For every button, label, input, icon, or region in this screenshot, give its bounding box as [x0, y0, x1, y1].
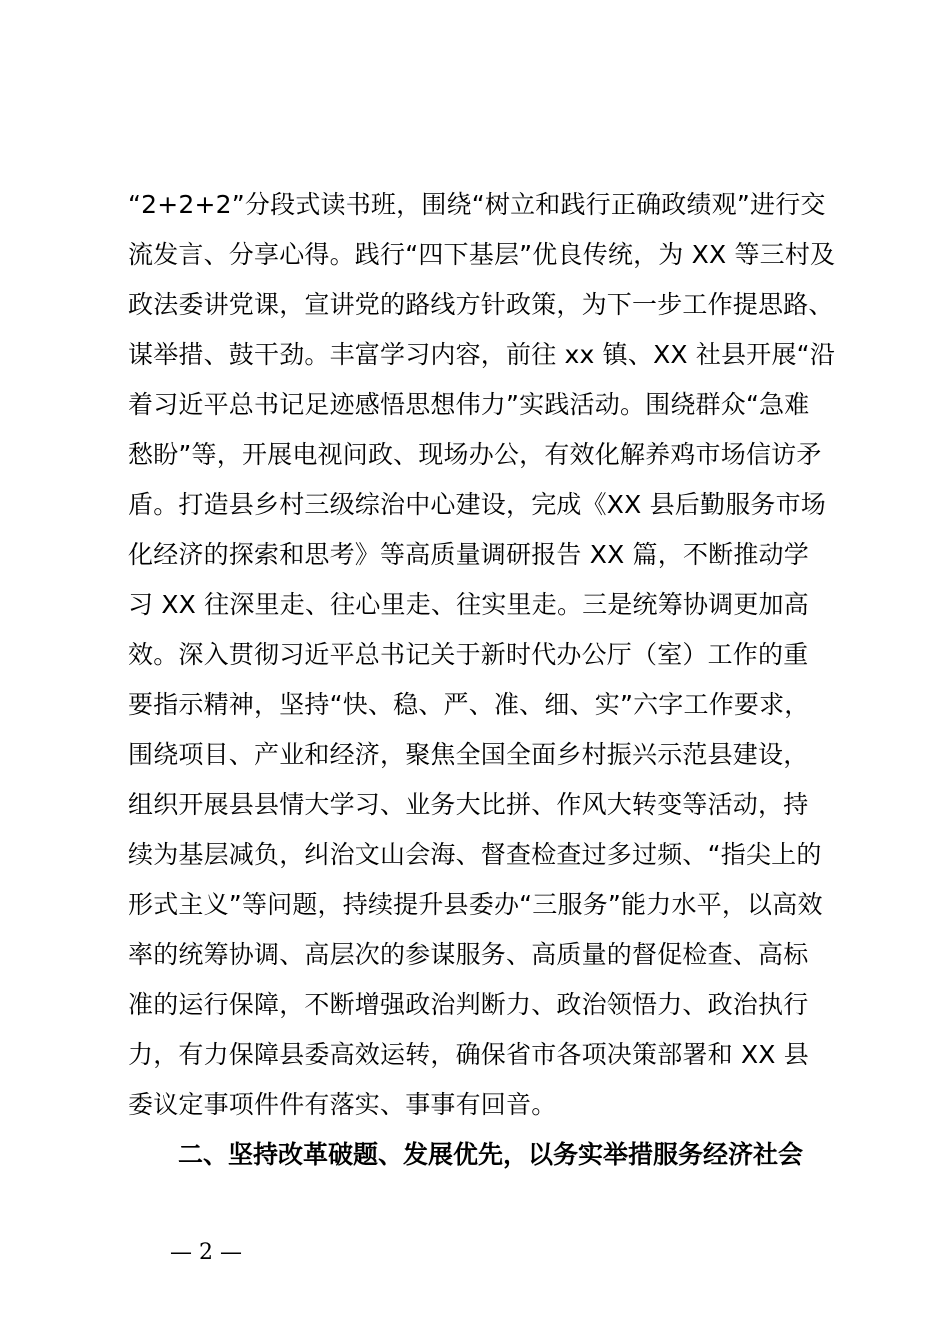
paragraph-line: 形式主义”等问题，持续提升县委办“三服务”能力水平，以高效 [128, 890, 823, 919]
page-number: — 2 — [170, 1240, 242, 1265]
paragraph-line: 准的运行保障，不断增强政治判断力、政治领悟力、政治执行 [128, 990, 809, 1019]
paragraph-line: 谋举措、鼓干劲。丰富学习内容，前往 xx 镇、XX 社县开展“沿 [128, 340, 836, 369]
paragraph-line: 委议定事项件件有落实、事事有回音。 [128, 1090, 557, 1119]
paragraph-line: 流发言、分享心得。践行“四下基层”优良传统，为 XX 等三村及 [128, 240, 836, 269]
section-heading: 二、坚持改革破题、发展优先，以务实举措服务经济社会 [178, 1140, 804, 1169]
paragraph-line: 愁盼”等，开展电视问政、现场办公，有效化解养鸡市场信访矛 [128, 440, 822, 469]
paragraph-line: 率的统筹协调、高层次的参谋服务、高质量的督促检查、高标 [128, 940, 809, 969]
paragraph-line: 力，有力保障县委高效运转，确保省市各项决策部署和 XX 县 [128, 1040, 809, 1069]
paragraph-line: 组织开展县县情大学习、业务大比拼、作风大转变等活动，持 [128, 790, 809, 819]
paragraph-line: 续为基层减负，纠治文山会海、督查检查过多过频、“指尖上的 [128, 840, 822, 869]
paragraph-line: 盾。打造县乡村三级综治中心建设，完成《XX 县后勤服务市场 [128, 490, 827, 519]
paragraph-line: 着习近平总书记足迹感悟思想伟力”实践活动。围绕群众“急难 [128, 390, 810, 419]
paragraph-line: 要指示精神，坚持“快、稳、严、准、细、实”六字工作要求， [128, 690, 810, 719]
paragraph-line: 围绕项目、产业和经济，聚焦全国全面乡村振兴示范县建设， [128, 740, 809, 769]
paragraph-line: 习 XX 往深里走、往心里走、往实里走。三是统筹协调更加高 [128, 590, 809, 619]
paragraph-line: 政法委讲党课，宣讲党的路线方针政策，为下一步工作提思路、 [128, 290, 834, 319]
paragraph-line: 效。深入贯彻习近平总书记关于新时代办公厅（室）工作的重 [128, 640, 809, 669]
paragraph-line: “2+2+2”分段式读书班，围绕“树立和践行正确政绩观”进行交 [128, 190, 826, 219]
paragraph-line: 化经济的探索和思考》等高质量调研报告 XX 篇，不断推动学 [128, 540, 809, 569]
